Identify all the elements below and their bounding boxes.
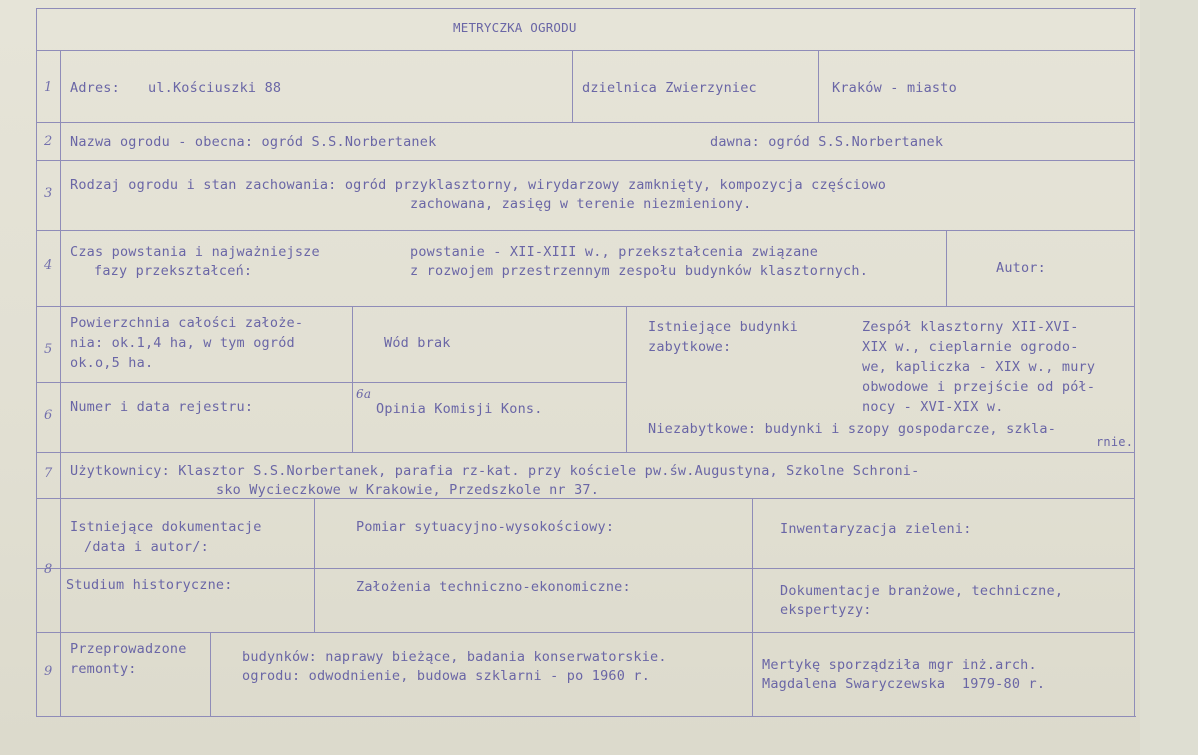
rule <box>36 230 1134 231</box>
compiled-by-line2: Magdalena Swaryczewska 1979-80 r. <box>762 676 1046 692</box>
non-historic-line1: Niezabytkowe: budynki i szopy gospodarcze, szkla- <box>648 421 1057 437</box>
garden-type-line2: zachowana, zasięg w terenie niezmieniony. <box>410 196 752 212</box>
area-line1: Powierzchnia całości założe- <box>70 315 304 331</box>
commission-opinion: Opinia Komisji Kons. <box>376 401 543 417</box>
backing-strip <box>1140 0 1198 755</box>
rule <box>36 716 1136 717</box>
rule <box>314 498 315 632</box>
rule <box>752 498 753 716</box>
historic-buildings-line2: XIX w., cieplarnie ogrodo- <box>862 339 1079 355</box>
documentation-label1: Istniejące dokumentacje <box>70 519 262 535</box>
rule <box>60 50 61 717</box>
origin-value-line1: powstanie - XII-XIII w., przekształcenia związane <box>410 244 819 260</box>
address-label: Adres: <box>70 80 120 96</box>
rule <box>36 8 37 717</box>
row-number: 5 <box>44 342 53 357</box>
survey-label: Pomiar sytuacyjno-wysokościowy: <box>356 519 615 535</box>
rule <box>818 50 819 122</box>
origin-value-line2: z rozwojem przestrzennym zespołu budynków klasztornych. <box>410 263 869 279</box>
repairs-label1: Przeprowadzone <box>70 641 187 657</box>
area-line3: ok.o,5 ha. <box>70 355 154 371</box>
origin-label-line2: fazy przekształceń: <box>94 263 253 279</box>
rule <box>36 122 1134 123</box>
district: dzielnica Zwierzyniec <box>582 80 757 96</box>
rule <box>36 632 1134 633</box>
row-number: 8 <box>44 562 53 577</box>
tech-econ-label: Założenia techniczno-ekonomiczne: <box>356 579 631 595</box>
repairs-garden: ogrodu: odwodnienie, budowa szklarni - po 1960 r. <box>242 668 651 684</box>
rule <box>626 306 627 452</box>
rule <box>36 50 1134 51</box>
origin-label-line1: Czas powstania i najważniejsze <box>70 244 320 260</box>
row-number: 7 <box>44 466 53 481</box>
historical-study-label: Studium historyczne: <box>66 577 233 593</box>
row-number: 9 <box>44 664 53 679</box>
rule <box>210 632 211 716</box>
register-label: Numer i data rejestru: <box>70 399 254 415</box>
area-line2: nia: ok.1,4 ha, w tym ogród <box>70 335 295 351</box>
row-number: 4 <box>44 258 53 273</box>
rule <box>946 230 947 306</box>
repairs-label2: remonty: <box>70 661 137 677</box>
sector-docs-line2: ekspertyzy: <box>780 602 872 618</box>
repairs-buildings: budynków: naprawy bieżące, badania konserwatorskie. <box>242 649 667 665</box>
page-title: METRYCZKA OGRODU <box>453 20 577 35</box>
historic-buildings-line1: Zespół klasztorny XII-XVI- <box>862 319 1079 335</box>
author-label: Autor: <box>996 260 1046 276</box>
row-number: 2 <box>44 134 53 149</box>
historic-buildings-label2: zabytkowe: <box>648 339 732 355</box>
compiled-by-line1: Mertykę sporządziła mgr inż.arch. <box>762 657 1037 673</box>
rule <box>1134 8 1135 717</box>
historic-buildings-line4: obwodowe i przejście od pół- <box>862 379 1096 395</box>
greenery-inventory-label: Inwentaryzacja zieleni: <box>780 521 972 537</box>
address-value: ul.Kościuszki 88 <box>148 80 282 96</box>
current-name: Nazwa ogrodu - obecna: ogród S.S.Norbertanek <box>70 134 437 150</box>
water: Wód brak <box>384 335 451 351</box>
rule <box>36 568 1134 569</box>
rule <box>36 452 1134 453</box>
rule <box>352 306 353 452</box>
rule <box>36 382 626 383</box>
sector-docs-line1: Dokumentacje branżowe, techniczne, <box>780 583 1064 599</box>
row-number: 3 <box>44 186 53 201</box>
historic-buildings-line3: we, kapliczka - XIX w., mury <box>862 359 1096 375</box>
users-line1: Użytkownicy: Klasztor S.S.Norbertanek, parafia rz-kat. przy kościele pw.św.Augustyna, Szkolne Schroni- <box>70 463 920 479</box>
rule <box>36 8 1136 9</box>
handwritten-mark: 6a <box>356 387 372 401</box>
row-number: 6 <box>44 408 53 423</box>
rule <box>36 160 1134 161</box>
users-line2: sko Wycieczkowe w Krakowie, Przedszkole nr 37. <box>216 482 600 498</box>
former-name: dawna: ogród S.S.Norbertanek <box>710 134 944 150</box>
historic-buildings-line5: nocy - XVI-XIX w. <box>862 399 1004 415</box>
city: Kraków - miasto <box>832 80 957 96</box>
historic-buildings-label1: Istniejące budynki <box>648 319 798 335</box>
garden-type-line1: Rodzaj ogrodu i stan zachowania: ogród przyklasztorny, wirydarzowy zamknięty, kompozycja częściowo <box>70 177 887 193</box>
rule <box>36 306 1134 307</box>
documentation-label2: /data i autor/: <box>84 539 209 555</box>
rule <box>572 50 573 122</box>
row-number: 1 <box>44 80 53 95</box>
non-historic-line2: rnie. <box>1096 435 1134 449</box>
